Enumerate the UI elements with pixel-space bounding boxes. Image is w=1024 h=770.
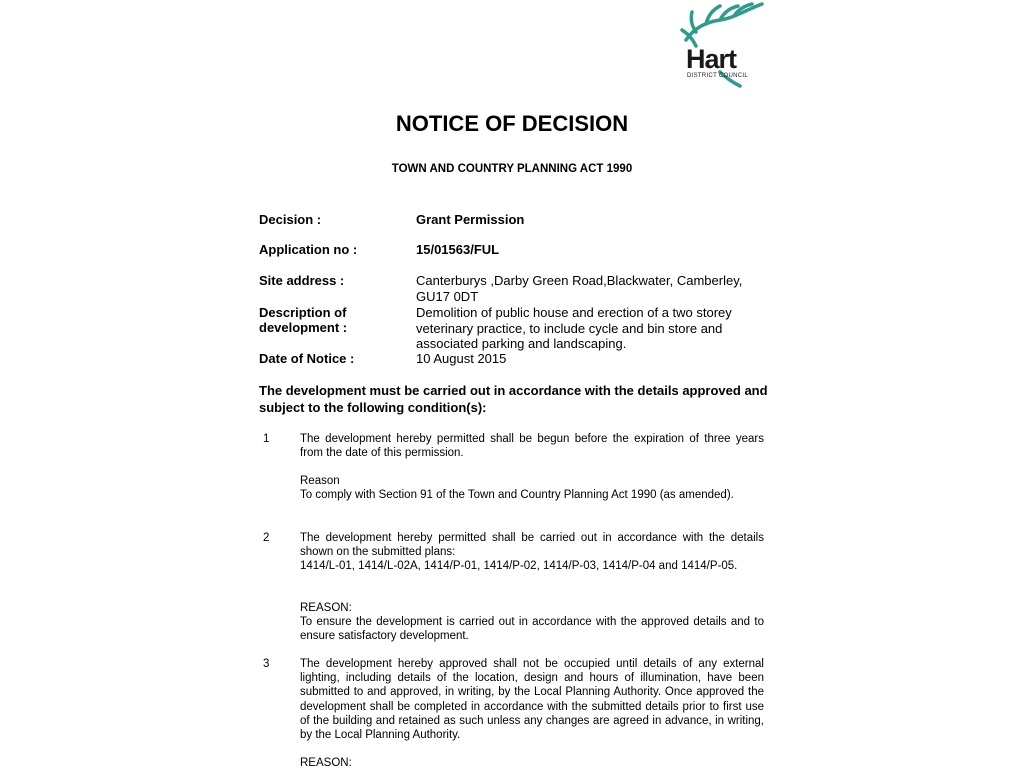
condition-reason-label: Reason bbox=[300, 475, 340, 487]
condition-text: The development hereby permitted shall be begun before the expiration of three years from the date of this permission. bbox=[300, 433, 764, 460]
condition-reason-label: REASON: bbox=[300, 602, 352, 614]
site-address-value: Canterburys ,Darby Green Road,Blackwater, Camberley, GU17 0DT bbox=[416, 273, 743, 304]
condition-number: 2 bbox=[263, 532, 270, 544]
page-subtitle: TOWN AND COUNTRY PLANNING ACT 1990 bbox=[391, 163, 633, 175]
application-label: Application no : bbox=[259, 242, 358, 257]
date-value: 10 August 2015 bbox=[416, 351, 507, 366]
date-label: Date of Notice : bbox=[259, 351, 355, 366]
decision-label: Decision : bbox=[259, 212, 322, 227]
description-value: Demolition of public house and erection of a two storey veterinary practice, to include cycle and bin store and associated parking and landscaping. bbox=[416, 305, 732, 351]
application-value: 15/01563/FUL bbox=[416, 242, 500, 257]
condition-number: 3 bbox=[263, 658, 270, 670]
page-title: NOTICE OF DECISION bbox=[395, 111, 629, 136]
site-address-label: Site address : bbox=[259, 273, 345, 288]
condition-reason-text: To comply with Section 91 of the Town and Country Planning Act 1990 (as amended). bbox=[300, 489, 734, 501]
description-label-line1: Description of bbox=[259, 305, 347, 320]
condition-reason-text: To ensure the development is carried out in accordance with the approved details and to ensure satisfactory development. bbox=[300, 616, 764, 643]
logo-subtitle: DISTRICT COUNCIL bbox=[687, 73, 749, 79]
logo-wordmark: Hart bbox=[686, 44, 737, 74]
condition-number: 1 bbox=[263, 433, 270, 445]
conditions-intro: The development must be carried out in accordance with the details approved and subject to the following condition(s): bbox=[259, 383, 768, 415]
description-label-line2: development : bbox=[259, 320, 348, 335]
condition-reason-label: REASON: bbox=[300, 757, 352, 769]
condition-text: The development hereby approved shall not be occupied until details of any external lighting, including details of the location, design and hours of illumination, have been submitted to and approved, in writing, by the Local Planning Authority. Once approved the development shall be completed in accordance with the submitted details prior to first use of the building and retained as such unless any changes are agreed in advance, in writing, by the Local Planning Authority. bbox=[300, 658, 764, 742]
condition-plans: 1414/L-01, 1414/L-02A, 1414/P-01, 1414/P-02, 1414/P-03, 1414/P-04 and 1414/P-05. bbox=[300, 560, 738, 572]
condition-text: The development hereby permitted shall be carried out in accordance with the details shown on the submitted plans: bbox=[300, 532, 764, 559]
decision-value: Grant Permission bbox=[416, 212, 525, 227]
